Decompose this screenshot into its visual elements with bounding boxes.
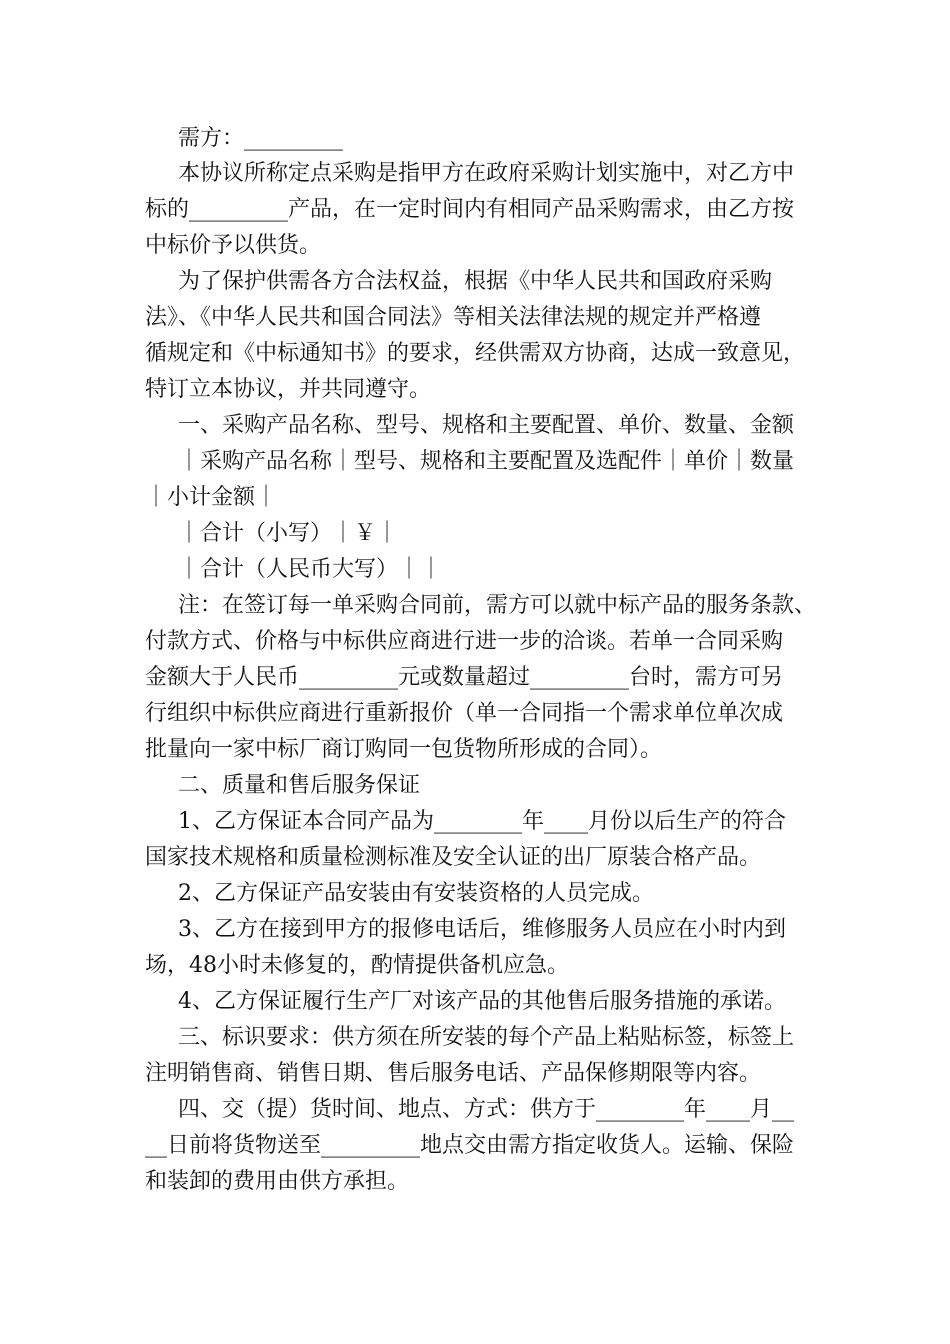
text-line: 金额大于人民币_________元或数量超过_________台时，需方可另 bbox=[145, 665, 784, 690]
text-line: 为了保护供需各方合法权益，根据《中华人民共和国政府采购 bbox=[178, 269, 773, 294]
table-row: ｜小计金额｜ bbox=[145, 485, 278, 510]
text-line: 国家技术规格和质量检测标准及安全认证的出厂原装合格产品。 bbox=[145, 845, 762, 870]
text-line: 标的_________产品，在一定时间内有相同产品采购需求，由乙方按 bbox=[145, 197, 795, 222]
section-heading: 四、交（提）货时间、地点、方式：供方于________年____月__ bbox=[178, 1097, 795, 1122]
table-row: ｜合计（小写）｜￥｜ bbox=[178, 521, 399, 546]
text-line: 注：在签订每一单采购合同前，需方可以就中标产品的服务条款、 bbox=[178, 593, 817, 618]
text-line: 注明销售商、销售日期、售后服务电话、产品保修期限等内容。 bbox=[145, 1061, 762, 1086]
text-line: 2、乙方保证产品安装由有安装资格的人员完成。 bbox=[178, 881, 654, 906]
text-line: 一、采购产品名称、型号、规格和主要配置、单价、数量、金额 bbox=[178, 413, 795, 438]
text-line: 4、乙方保证履行生产厂对该产品的其他售后服务措施的承诺。 bbox=[178, 989, 786, 1014]
text-line: 中标价予以供货。 bbox=[145, 233, 322, 258]
text-line: 本协议所称定点采购是指甲方在政府采购计划实施中，对乙方中 bbox=[178, 161, 795, 186]
table-row: ｜合计（人民币大写）｜｜ bbox=[178, 557, 443, 582]
text-line: __日前将货物送至_________地点交由需方指定收货人。运输、保险 bbox=[145, 1133, 795, 1158]
text-line: 循规定和《中标通知书》的要求，经供需双方协商，达成一致意见， bbox=[145, 341, 806, 366]
text-line: 行组织中标供应商进行重新报价（单一合同指一个需求单位单次成 bbox=[145, 701, 784, 726]
text-line: 场，48小时未修复的，酌情提供备机应急。 bbox=[145, 953, 569, 978]
text-line: 需方：_________ bbox=[178, 126, 344, 151]
text-line: 和装卸的费用由供方承担。 bbox=[145, 1169, 410, 1194]
text-line: 3、乙方在接到甲方的报修电话后，维修服务人员应在小时内到 bbox=[178, 917, 786, 942]
text-line: 付款方式、价格与中标供应商进行进一步的洽谈。若单一合同采购 bbox=[145, 629, 784, 654]
text-line: 1、乙方保证本合同产品为________年____月份以后生产的符合 bbox=[178, 809, 786, 834]
section-heading: 二、质量和售后服务保证 bbox=[178, 773, 421, 798]
text-line: 批量向一家中标厂商订购同一包货物所形成的合同）。 bbox=[145, 737, 663, 762]
table-row: ｜采购产品名称｜型号、规格和主要配置及选配件｜单价｜数量 bbox=[178, 449, 795, 474]
section-heading: 三、标识要求：供方须在所安装的每个产品上粘贴标签，标签上 bbox=[178, 1025, 795, 1050]
text-line: 法》、《中华人民共和国合同法》等相关法律法规的规定并严格遵 bbox=[145, 305, 762, 330]
text-line: 特订立本协议，并共同遵守。 bbox=[145, 377, 432, 402]
